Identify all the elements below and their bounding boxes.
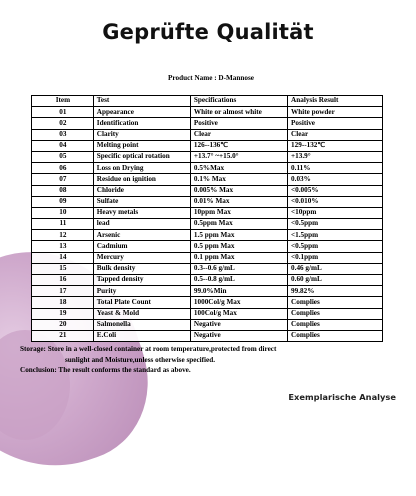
cell-analysis-result: Positive [288, 118, 383, 129]
table-row [32, 275, 383, 286]
table-row [32, 151, 383, 162]
cell-analysis-result: <0.5ppm [288, 241, 383, 252]
cell-item: 20 [32, 319, 94, 330]
table-header-row [32, 96, 383, 107]
cell-analysis-result: <0.5ppm [288, 219, 383, 230]
notes [20, 344, 392, 376]
cell-specification: 0.5 ppm Max [190, 241, 287, 252]
storage-note-line2: sunlight and Moisture,unless otherwise specified. [65, 355, 216, 364]
cell-analysis-result: Clear [288, 129, 383, 140]
cell-specification: 0.1% Max [190, 174, 287, 185]
cell-specification: Clear [190, 129, 287, 140]
header-test: Test [93, 96, 190, 107]
header-analysis-result: Analysis Result [288, 96, 383, 107]
cell-specification: 0.5--0.8 g/mL [190, 275, 287, 286]
cell-item: 03 [32, 129, 94, 140]
cell-test: Mercury [93, 252, 190, 263]
product-name: Product Name : D-Mannose [168, 74, 254, 82]
cell-test: Salmonella [93, 319, 190, 330]
cell-item: 09 [32, 196, 94, 207]
cell-test: Tapped density [93, 275, 190, 286]
cell-specification: 0.005% Max [190, 185, 287, 196]
cell-item: 02 [32, 118, 94, 129]
cell-specification: White or almost white [190, 107, 287, 118]
cell-specification: Negative [190, 319, 287, 330]
cell-analysis-result: 99.82% [288, 286, 383, 297]
cell-test: Residue on ignition [93, 174, 190, 185]
cell-item: 21 [32, 330, 94, 341]
cell-specification: 0.5%Max [190, 163, 287, 174]
cell-item: 16 [32, 275, 94, 286]
cell-analysis-result: Complies [288, 319, 383, 330]
cell-item: 06 [32, 163, 94, 174]
cell-analysis-result: Complies [288, 308, 383, 319]
table-row [32, 118, 383, 129]
cell-item: 18 [32, 297, 94, 308]
cell-test: Melting point [93, 140, 190, 151]
footer-caption: Exemplarische Analyse [288, 392, 396, 402]
cell-specification: Positive [190, 118, 287, 129]
cell-analysis-result: +13.9° [288, 151, 383, 162]
cell-analysis-result: <10ppm [288, 207, 383, 218]
table-row [32, 252, 383, 263]
cell-test: Chloride [93, 185, 190, 196]
cell-test: Purity [93, 286, 190, 297]
cell-test: Appearance [93, 107, 190, 118]
header-item: Item [32, 96, 94, 107]
cell-specification: Negative [190, 330, 287, 341]
cell-analysis-result: White powder [288, 107, 383, 118]
table-row [32, 319, 383, 330]
cell-test: Clarity [93, 129, 190, 140]
cell-test: lead [93, 219, 190, 230]
cell-specification: 1.5 ppm Max [190, 230, 287, 241]
cell-specification: 126--136℃ [190, 140, 287, 151]
table-row [32, 140, 383, 151]
table-body [32, 107, 383, 342]
cell-test: Specific optical rotation [93, 151, 190, 162]
cell-test: Heavy metals [93, 207, 190, 218]
cell-item: 01 [32, 107, 94, 118]
cell-test: Total Plate Count [93, 297, 190, 308]
cell-specification: +13.7° ~+15.0° [190, 151, 287, 162]
cell-test: Yeast & Mold [93, 308, 190, 319]
table-row [32, 230, 383, 241]
cell-test: Cadmium [93, 241, 190, 252]
cell-analysis-result: Complies [288, 297, 383, 308]
table-row [32, 297, 383, 308]
cell-item: 14 [32, 252, 94, 263]
header-specifications: Specifications [190, 96, 287, 107]
cell-test: E.Coli [93, 330, 190, 341]
table-row [32, 286, 383, 297]
cell-analysis-result: Complies [288, 330, 383, 341]
cell-item: 12 [32, 230, 94, 241]
cell-specification: 10ppm Max [190, 207, 287, 218]
cell-analysis-result: <0.1ppm [288, 252, 383, 263]
storage-note-line1: Storage: Store in a well-closed container at room temperature,protected from direct [20, 345, 277, 354]
table-row [32, 308, 383, 319]
table-row [32, 185, 383, 196]
cell-analysis-result: <1.5ppm [288, 230, 383, 241]
table-row [32, 129, 383, 140]
cell-specification: 99.0%Min [190, 286, 287, 297]
conclusion-note: Conclusion: The result conforms the standard as above. [20, 366, 191, 375]
cell-test: Arsenic [93, 230, 190, 241]
table-row [32, 241, 383, 252]
cell-item: 04 [32, 140, 94, 151]
cell-analysis-result: <0.005% [288, 185, 383, 196]
cell-item: 17 [32, 286, 94, 297]
cell-test: Sulfate [93, 196, 190, 207]
table-row [32, 330, 383, 341]
table-row [32, 207, 383, 218]
cell-analysis-result: <0.010% [288, 196, 383, 207]
cell-test: Identification [93, 118, 190, 129]
cell-item: 13 [32, 241, 94, 252]
analysis-document [20, 74, 392, 376]
cell-item: 08 [32, 185, 94, 196]
cell-specification: 0.01% Max [190, 196, 287, 207]
cell-test: Loss on Drying [93, 163, 190, 174]
cell-item: 05 [32, 151, 94, 162]
cell-specification: 0.3--0.6 g/mL [190, 263, 287, 274]
analysis-table [31, 95, 383, 342]
cell-analysis-result: 0.46 g/mL [288, 263, 383, 274]
table-row [32, 196, 383, 207]
cell-analysis-result: 0.03% [288, 174, 383, 185]
cell-specification: 0.1 ppm Max [190, 252, 287, 263]
table-row [32, 174, 383, 185]
cell-specification: 1000Col/g Max [190, 297, 287, 308]
cell-item: 11 [32, 219, 94, 230]
cell-item: 15 [32, 263, 94, 274]
cell-specification: 0.5ppm Max [190, 219, 287, 230]
table-row [32, 219, 383, 230]
table-row [32, 163, 383, 174]
cell-item: 19 [32, 308, 94, 319]
cell-test: Bulk density [93, 263, 190, 274]
cell-item: 07 [32, 174, 94, 185]
cell-analysis-result: 129--132℃ [288, 140, 383, 151]
table-row [32, 107, 383, 118]
cell-analysis-result: 0.60 g/mL [288, 275, 383, 286]
cell-specification: 100Col/g Max [190, 308, 287, 319]
cell-item: 10 [32, 207, 94, 218]
table-row [32, 263, 383, 274]
cell-analysis-result: 0.11% [288, 163, 383, 174]
page-title: Geprüfte Qualität [102, 20, 314, 44]
